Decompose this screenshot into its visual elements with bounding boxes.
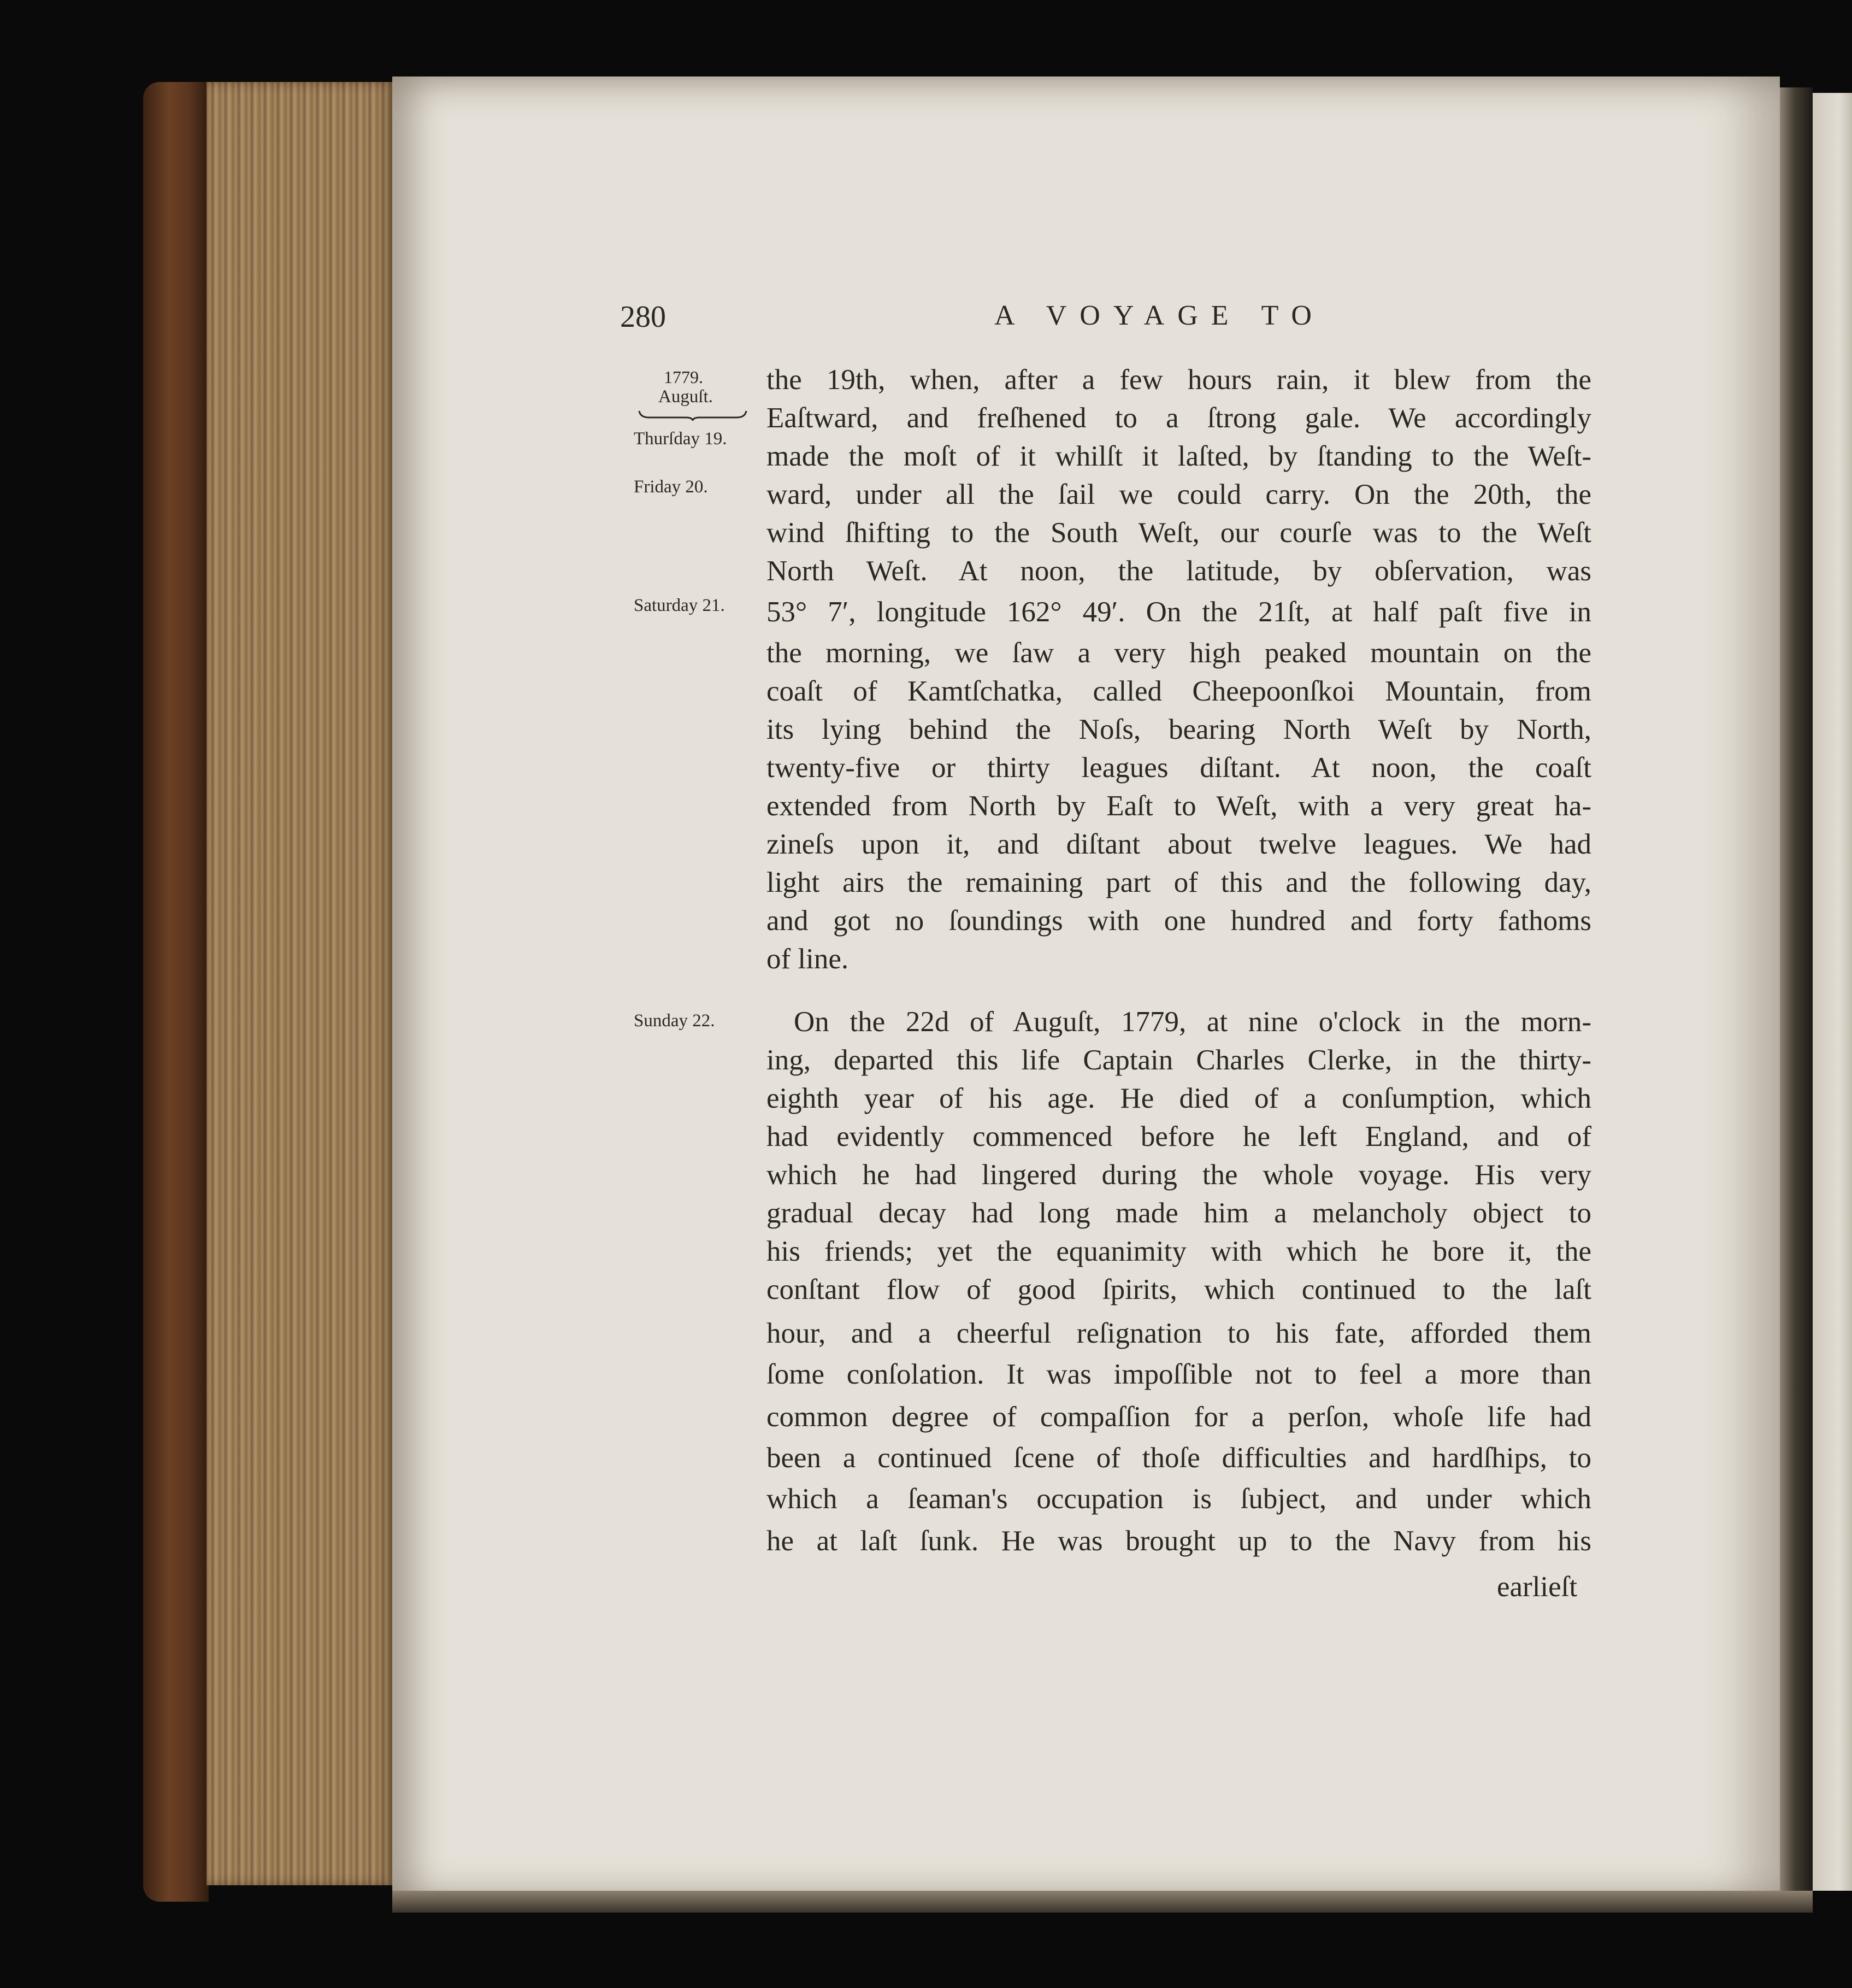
text-line: Eaſtward, and freſhened to a ſtrong gale. We accordingly	[766, 402, 1591, 434]
text-line: the morning, we ſaw a very high peaked mountain on the	[766, 637, 1591, 669]
text-line: extended from North by Eaſt to Weſt, with a very great ha-	[766, 790, 1591, 822]
text-line: hour, and a cheerful reſignation to his fate, afforded them	[766, 1318, 1591, 1349]
text-line: and got no ſoundings with one hundred and forty fathoms	[766, 905, 1591, 937]
text-line: of line.	[766, 943, 849, 975]
text-line: its lying behind the Noſs, bearing North Weſt by North,	[766, 714, 1591, 745]
margin-sunday: Sunday 22.	[634, 1011, 715, 1031]
text-line: he at laſt ſunk. He was brought up to the Navy from his	[766, 1525, 1591, 1557]
page-number: 280	[620, 300, 666, 334]
margin-thursday: Thurſday 19.	[634, 429, 727, 449]
text-line: zineſs upon it, and diſtant about twelve leagues. We had	[766, 828, 1591, 860]
text-line: ward, under all the ſail we could carry. On the 20th, the	[766, 479, 1591, 510]
text-line: which a ſeaman's occupation is ſubject, and under which	[766, 1483, 1591, 1515]
book-gutter	[1780, 87, 1813, 1891]
page-edges	[207, 82, 395, 1885]
text-line: made the moſt of it whilſt it laſted, by ſtanding to the Weſt-	[766, 440, 1591, 472]
text-line: coaſt of Kamtſchatka, called Cheepoonſkoi Mountain, from	[766, 675, 1591, 707]
margin-saturday: Saturday 21.	[634, 596, 725, 615]
margin-year: 1779.	[664, 367, 703, 387]
text-line: conſtant flow of good ſpirits, which continued to the laſt	[766, 1274, 1591, 1305]
text-line: twenty-five or thirty leagues diſtant. At noon, the coaſt	[766, 752, 1591, 784]
text-line: ing, departed this life Captain Charles Clerke, in the thirty-	[766, 1044, 1591, 1076]
text-line: 53° 7′, longitude 162° 49′. On the 21ſt, at half paſt five in	[766, 596, 1591, 628]
margin-month: Auguſt.	[658, 387, 713, 407]
text-line: the 19th, when, after a few hours rain, it blew from the	[766, 364, 1591, 396]
margin-brace	[638, 409, 747, 421]
text-line: light airs the remaining part of this and the following day,	[766, 867, 1591, 898]
text-line: had evidently commenced before he left England, and of	[766, 1121, 1591, 1152]
text-line: which he had lingered during the whole voyage. His very	[766, 1159, 1591, 1191]
text-line: North Weſt. At noon, the latitude, by obſervation, was	[766, 555, 1591, 587]
leather-cover	[143, 82, 209, 1902]
text-line: ſome conſolation. It was impoſſible not to feel a more than	[766, 1358, 1591, 1390]
text-line: wind ſhifting to the South Weſt, our courſe was to the Weſt	[766, 517, 1591, 549]
text-line: On the 22d of Auguſt, 1779, at nine o'clock in the morn-	[794, 1006, 1591, 1038]
catchword: earlieſt	[1497, 1571, 1578, 1603]
book-page	[392, 77, 1780, 1902]
text-line: been a continued ſcene of thoſe difficulties and hardſhips, to	[766, 1442, 1591, 1474]
running-head: A VOYAGE TO	[994, 300, 1325, 331]
page-bottom-shadow	[392, 1891, 1813, 1913]
text-line: his friends; yet the equanimity with which he bore it, the	[766, 1236, 1591, 1267]
margin-friday: Friday 20.	[634, 477, 708, 497]
text-line: common degree of compaſſion for a perſon, whoſe life had	[766, 1401, 1591, 1433]
facing-page-edge	[1813, 93, 1852, 1891]
text-line: gradual decay had long made him a melancholy object to	[766, 1197, 1591, 1229]
text-line: eighth year of his age. He died of a conſumption, which	[766, 1083, 1591, 1114]
